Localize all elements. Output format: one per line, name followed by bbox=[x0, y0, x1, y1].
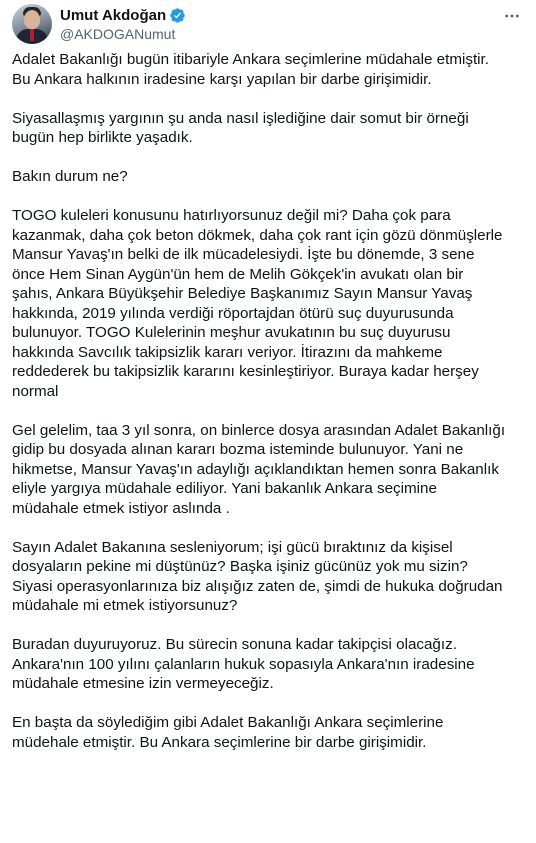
tweet-text-line: Bakın durum ne? bbox=[12, 168, 128, 185]
avatar[interactable] bbox=[12, 4, 52, 44]
more-horizontal-icon bbox=[503, 7, 521, 25]
tweet-text-line: Siyasallaşmış yargının şu anda nasıl işlediğine dair somut bir örneği bbox=[12, 109, 469, 127]
tweet-text-line: Gel gelelim, taa 3 yıl sonra, on binlerce dosya arasından Adalet Bakanlığı bbox=[12, 421, 506, 439]
tweet-text-line: hakkında Savcılık takipsizlik kararı veriyor. İtirazını da mahkeme bbox=[12, 343, 443, 361]
tweet-text-line: TOGO kuleleri konusunu hatırlıyorsunuz değil mi? Daha çok para bbox=[12, 207, 451, 224]
tweet-text-line: En başta da söylediğim gibi Adalet Bakanlığı Ankara seçimlerine bbox=[12, 714, 444, 731]
verified-badge-icon bbox=[169, 7, 186, 24]
tweet-text-line: normal bbox=[12, 382, 59, 400]
author-handle[interactable]: @AKDOGANumut bbox=[60, 26, 176, 42]
tweet-text-line: müdahale etmesine izin vermeyeceğiz. bbox=[12, 675, 274, 692]
tweet-text-line: bulunuyor. TOGO Kulelerinin meşhur avukatının bu suç duyurusu bbox=[12, 324, 451, 341]
tweet-paragraph bbox=[12, 713, 527, 752]
author-block bbox=[60, 6, 186, 42]
author-name-row bbox=[60, 6, 186, 25]
tweet-text-line: Ankara'nın 100 yılını çalanların hukuk sopasıyla Ankara'nın iradesine bbox=[12, 655, 475, 673]
tweet-text-line: Adalet Bakanlığı bugün itibariyle Ankara seçimlerine müdahale etmiştir. bbox=[12, 51, 489, 68]
tweet-text-line: hikmetse, Mansur Yavaş'ın adaylığı açıklandıktan hemen sonra Bakanlık bbox=[12, 460, 499, 478]
tweet-header bbox=[12, 4, 524, 48]
tweet-text-line: Siyasi operasyonlarınıza biz alışığız zaten de, şimdi de hukuka doğrudan bbox=[12, 577, 503, 595]
tweet-text-line: müdehale etmiştir. Bu Ankara seçimlerine bir darbe girişimidir. bbox=[12, 733, 427, 751]
tweet-text-line: Buradan duyuruyoruz. Bu sürecin sonuna kadar takipçisi olacağız. bbox=[12, 636, 457, 653]
avatar-tie bbox=[30, 29, 34, 41]
tweet-text-line: Bu Ankara halkının iradesine karşı yapılan bir darbe girişimidir. bbox=[12, 70, 432, 88]
tweet-text-line: müdahale etmek istiyor aslında . bbox=[12, 499, 230, 517]
tweet-text-line: reddederek bu takipsizlik kararını kesinleştiriyor. Buraya kadar herşey bbox=[12, 363, 479, 380]
tweet-paragraph bbox=[12, 50, 527, 89]
tweet-text-line: Mansur Yavaş'ın belki de ilk mücadelesiydi. İşte bu dönemde, 3 sene bbox=[12, 246, 475, 263]
tweet-text-line: eliyle yargıya müdahale ediliyor. Yani bakanlık Ankara seçimine bbox=[12, 480, 437, 497]
tweet-text-line: müdahale mi etmek istiyorsunuz? bbox=[12, 597, 238, 614]
tweet-text-line: kazanmak, daha çok beton dökmek, daha çok rant için gözü dönmüşlerle bbox=[12, 226, 503, 244]
tweet-text-line: önce Hem Sinan Aygün'ün hem de Melih Gökçek'in avukatı olan bir bbox=[12, 265, 464, 283]
tweet-text-line: hakkında, 2019 yılında verdiği röportajdan ötürü suç duyurusunda bbox=[12, 304, 454, 322]
tweet-paragraph bbox=[12, 421, 527, 519]
author-display-name[interactable]: Umut Akdoğan bbox=[60, 7, 167, 24]
avatar-face bbox=[24, 10, 40, 29]
tweet-paragraph bbox=[12, 206, 527, 401]
tweet-text bbox=[12, 50, 527, 772]
tweet-paragraph bbox=[12, 635, 527, 694]
tweet-text-line: gidip bu dosyada alınan kararı bozma isteminde bulunuyor. Yani ne bbox=[12, 441, 464, 458]
tweet-paragraph bbox=[12, 167, 527, 187]
tweet-text-line: şahıs, Ankara Büyükşehir Belediye Başkanımız Sayın Mansur Yavaş bbox=[12, 285, 473, 302]
tweet-text-line: Sayın Adalet Bakanına sesleniyorum; işi gücü bıraktınız da kişisel bbox=[12, 538, 453, 556]
more-options-button[interactable] bbox=[500, 6, 524, 26]
tweet-text-line: bugün hep birlikte yaşadık. bbox=[12, 129, 193, 146]
tweet-text-line: dosyaların pekine mi düştünüz? Başka işiniz gücünüz yok mu sizin? bbox=[12, 558, 468, 575]
tweet-paragraph bbox=[12, 109, 527, 148]
tweet-paragraph bbox=[12, 538, 527, 616]
